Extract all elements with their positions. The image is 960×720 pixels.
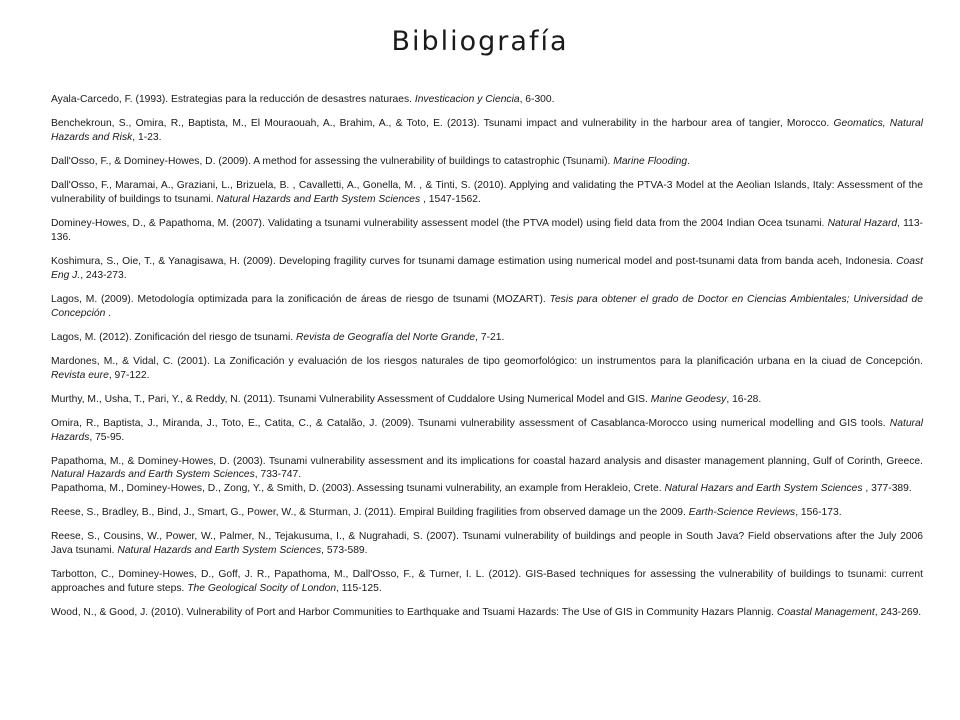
reference-pages: , 115-125. <box>336 583 382 595</box>
reference-item <box>51 506 923 520</box>
reference-item <box>51 93 923 107</box>
reference-item <box>51 417 923 445</box>
reference-authors-title: Dall'Osso, F., Maramai, A., Graziani, L., Brizuela, B. , Cavalletti, A., Gonella, M. , & Tinti, S. (2010). Applying and validating the PTVA-3 Model at the Aeolian Islands, Italy: Assessment of the vulnerability of buildings to tsunami. <box>51 180 923 205</box>
reference-source: Natural Hazars and Earth System Sciences <box>664 483 863 495</box>
reference-item <box>51 393 923 407</box>
reference-source: Natural Hazards and Earth System Sciences <box>117 545 322 557</box>
reference-authors-title: Wood, N., & Good, J. (2010). Vulnerability of Port and Harbor Communities to Earthquake and Tsuami Hazards: The Use of GIS in Community Hazars Plannig. <box>51 607 777 619</box>
reference-item <box>51 293 923 321</box>
reference-authors-title: Benchekroun, S., Omira, R., Baptista, M., El Mouraouah, A., Brahim, A., & Toto, E. (2013). Tsunami impact and vulnerability in the harbour area of tangier, Morocco. <box>51 118 834 130</box>
reference-source: Natural Hazards and Earth System Sciences <box>216 193 421 205</box>
reference-source: Coastal Management <box>776 607 875 619</box>
reference-item <box>51 606 923 620</box>
reference-item <box>51 568 923 596</box>
reference-pages: , 97-122. <box>108 369 150 381</box>
reference-source: Natural Hazards <box>51 417 923 443</box>
reference-authors-title: Mardones, M., & Vidal, C. (2001). La Zonificación y evaluación de los riesgos naturales de tipo geomorfológico: un instrumentos para la planificación urbana en la ciuad de Concepción. <box>51 355 923 367</box>
reference-source: Geomatics, Natural Hazards and Risk <box>51 118 923 143</box>
reference-item <box>51 155 923 169</box>
page-title: Bibliografía <box>391 26 569 57</box>
reference-pages: , 75-95. <box>89 431 125 443</box>
reference-pages: , 16-28. <box>726 393 762 405</box>
reference-source: Investicacion y Ciencia <box>414 94 520 105</box>
reference-source: Earth-Science Reviews <box>688 507 796 519</box>
reference-item <box>51 117 923 145</box>
reference-pages: , 243-273. <box>80 269 127 281</box>
reference-pages: , 1547-1562. <box>420 193 481 205</box>
reference-pages: , 156-173. <box>795 507 842 519</box>
reference-pages: , 113-136. <box>51 217 923 243</box>
reference-authors-title: Dominey-Howes, D., & Papathoma, M. (2007). Validating a tsunami vulnerability assessent model (the PTVA model) using field data from the 2004 Indian Ocea tsunami. <box>51 217 828 229</box>
reference-authors-title: Papathoma, M., & Dominey-Howes, D. (2003). Tsunami vulnerability assessment and its implications for coastal hazard analysis and disaster management planning, Gulf of Corinth, Greece. <box>51 455 923 467</box>
reference-authors-title: Papathoma, M., Dominey-Howes, D., Zong, Y., & Smith, D. (2003). Assessing tsunami vulnerability, an example from Herakleio, Crete. <box>51 483 665 495</box>
reference-item <box>51 331 923 345</box>
reference-pages: . <box>105 307 112 319</box>
reference-source: Revista eure <box>51 369 109 381</box>
reference-authors-title: Koshimura, S., Oie, T., & Yanagisawa, H. (2009). Developing fragility curves for tsunami damage estimation using numerical model and post-tsunami data from banda aceh, Indonesia. <box>51 255 897 267</box>
reference-item <box>51 217 923 245</box>
reference-authors-title: Ayala-Carcedo, F. (1993). Estrategias para la reducción de desastres naturaes. <box>51 94 415 105</box>
reference-source: Natural Hazards and Earth System Sciences <box>51 469 255 481</box>
reference-source: The Geological Socity of London <box>187 583 337 595</box>
reference-pages: , 243-269. <box>874 607 922 619</box>
reference-authors-title: Reese, S., Cousins, W., Power, W., Palmer, N., Tejakusuma, I., & Nugrahadi, S. (2007). Tsunami vulnerability of buildings and people in South Java? Field observations after the July 2006 Java tsunami. <box>51 531 923 557</box>
reference-authors-title: Murthy, M., Usha, T., Pari, Y., & Reddy, N. (2011). Tsunami Vulnerability Assessment of Cuddalore Using Numerical Model and GIS. <box>51 393 651 405</box>
reference-source: Marine Geodesy <box>650 393 727 405</box>
reference-authors-title: Tarbotton, C., Dominey-Howes, D., Goff, J. R., Papathoma, M., Dall'Osso, F., & Turner, I. L. (2012). GIS-Based techniques for assessing the vulnerability of buildings to tsunami: current approaches and future steps. <box>51 569 923 595</box>
reference-authors-title: Reese, S., Bradley, B., Bind, J., Smart, G., Power, W., & Sturman, J. (2011). Empiral Building fragilities from observed damage un the 2009. <box>51 507 689 519</box>
reference-authors-title: Dall'Osso, F., & Dominey-Howes, D. (2009). A method for assessing the vulnerability of buildings to catastrophic (Tsunami). <box>51 155 614 167</box>
reference-source: Natural Hazard <box>827 217 898 229</box>
reference-source: Marine Flooding <box>613 155 688 167</box>
reference-source: Coast Eng J. <box>51 255 923 281</box>
reference-pages: , 573-589. <box>321 545 368 557</box>
reference-item <box>51 455 923 483</box>
reference-authors-title: Lagos, M. (2009). Metodología optimizada para la zonificación de áreas de riesgo de tsunami (MOZART). <box>51 293 550 305</box>
reference-item <box>51 530 923 558</box>
reference-item <box>51 255 923 283</box>
reference-list <box>51 93 923 630</box>
reference-pages: , 7-21. <box>475 331 505 343</box>
reference-pages: , 733-747. <box>254 469 302 481</box>
reference-authors-title: Omira, R., Baptista, J., Miranda, J., Toto, E., Catita, C., & Catalão, J. (2009). Tsunami vulnerability assessment of Casablanca-Morocco using numerical modelling and GIS tools. <box>51 417 890 429</box>
reference-item <box>51 179 923 207</box>
reference-item <box>51 355 923 383</box>
reference-authors-title: Lagos, M. (2012). Zonificación del riesgo de tsunami. <box>51 331 296 343</box>
reference-pages: , 377-389. <box>862 483 912 495</box>
reference-item <box>51 482 923 496</box>
reference-source: Revista de Geografía del Norte Grande <box>295 331 476 343</box>
reference-pages: , 6-300. <box>519 94 555 105</box>
reference-source: Tesis para obtener el grado de Doctor en Ciencias Ambientales; Universidad de Concepción <box>51 293 923 319</box>
reference-pages: , 1-23. <box>132 131 162 143</box>
reference-pages: . <box>687 155 690 167</box>
